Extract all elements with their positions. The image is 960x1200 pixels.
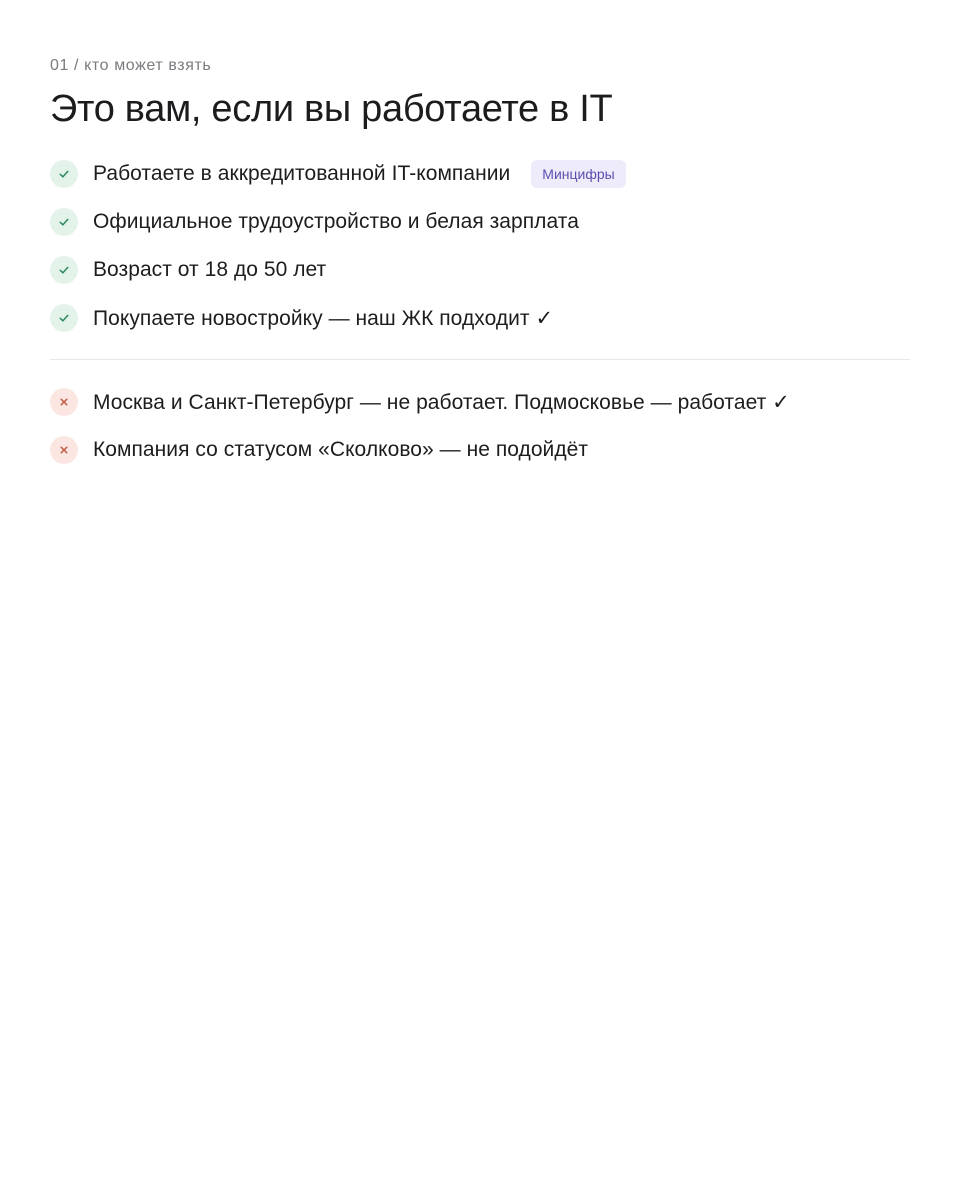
- check-icon: [50, 208, 78, 236]
- list-item: [50, 198, 626, 246]
- cross-icon: [50, 388, 78, 416]
- list-item: [50, 246, 626, 294]
- check-icon: [50, 160, 78, 188]
- list-item-label: Компания со статусом «Сколково» — не подойдёт: [93, 438, 589, 461]
- check-icon: [50, 256, 78, 284]
- list-item: [50, 426, 790, 474]
- check-icon: [50, 304, 78, 332]
- page-title: Это вам, если вы работаете в IT: [50, 88, 613, 130]
- list-item-label: Официальное трудоустройство и белая зарплата: [93, 210, 579, 233]
- ministry-badge: Минцифры: [531, 160, 625, 188]
- list-item-label: Возраст от 18 до 50 лет: [93, 258, 327, 281]
- list-item: [50, 294, 626, 342]
- list-item-label: Москва и Санкт-Петербург — не работает. Подмосковье — работает ✓: [93, 390, 790, 414]
- list-item: [50, 378, 790, 426]
- list-item-label: Работаете в аккредитованной IT-компании: [93, 162, 511, 185]
- list-item: [50, 150, 626, 198]
- section-divider: [50, 359, 910, 360]
- list-item-label: Покупаете новостройку — наш ЖК подходит ✓: [93, 306, 554, 330]
- section-eyebrow: 01 / кто может взять: [50, 57, 212, 74]
- eligibility-requirements-list: [50, 150, 626, 342]
- cross-icon: [50, 436, 78, 464]
- exclusions-list: [50, 378, 790, 474]
